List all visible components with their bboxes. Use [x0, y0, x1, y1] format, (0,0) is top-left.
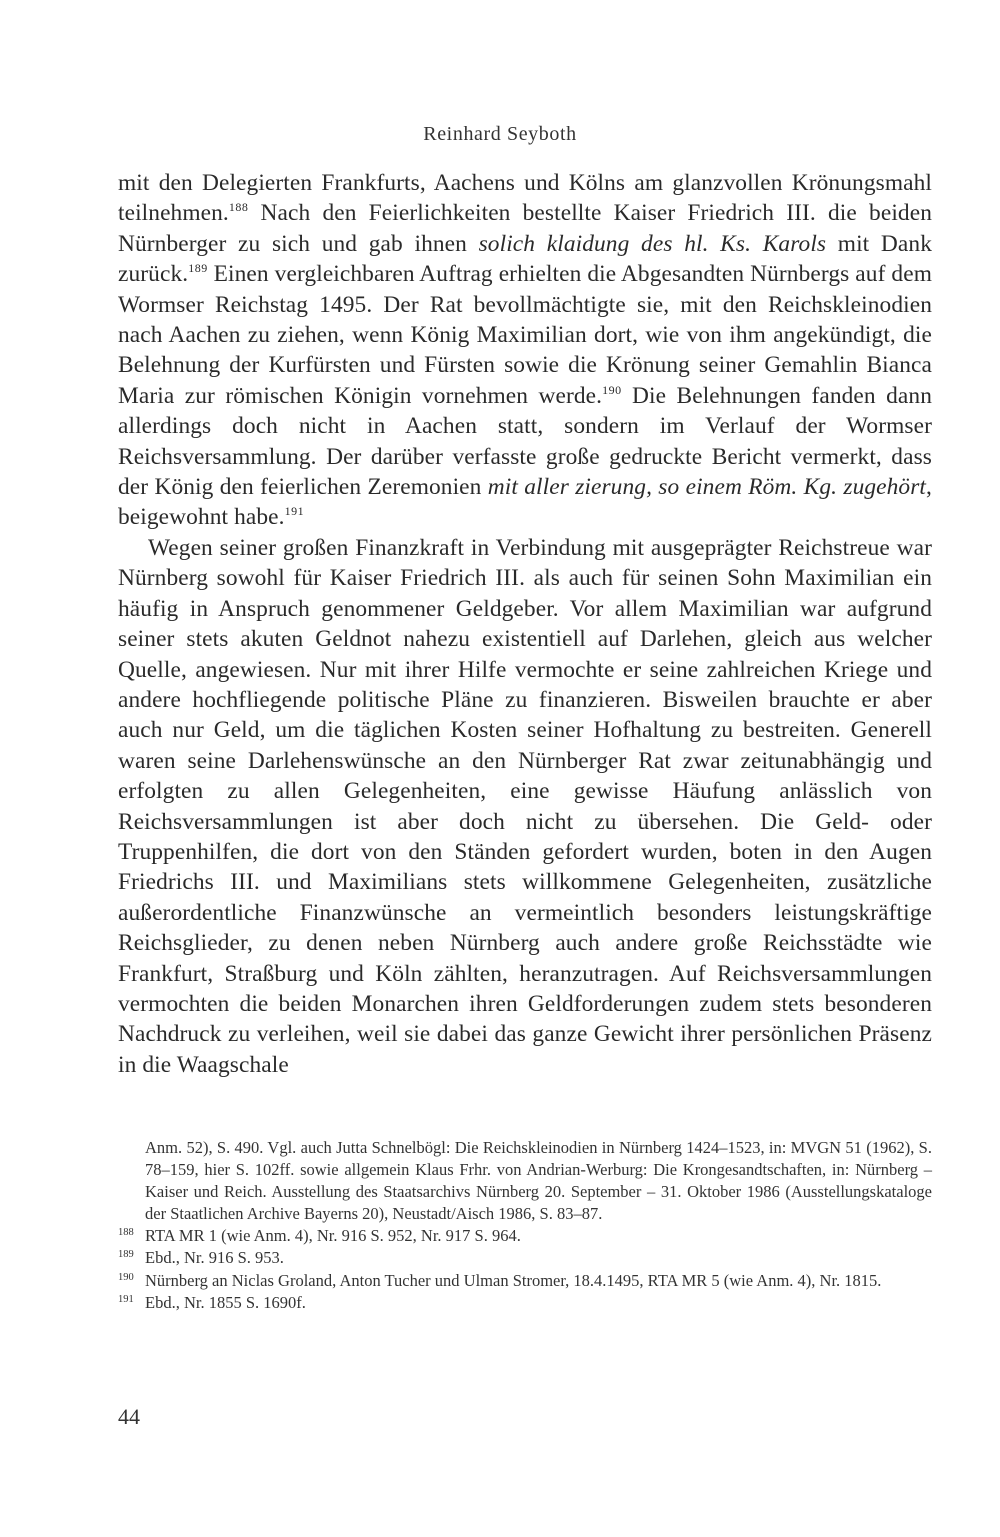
- footnote-text: RTA MR 1 (wie Anm. 4), Nr. 916 S. 952, Nr. 917 S. 964.: [145, 1226, 521, 1246]
- footnote-ref-189: 189: [188, 261, 208, 276]
- footnote-text: Ebd., Nr. 1855 S. 1690f.: [145, 1292, 306, 1312]
- footnote-ref-191: 191: [284, 504, 305, 519]
- footnote-191: [118, 1292, 932, 1314]
- page-number: 44: [118, 1404, 140, 1429]
- footnote-number: 191: [118, 1293, 134, 1305]
- footnote-number: 188: [118, 1227, 134, 1239]
- text-run: , beigewohnt habe.: [118, 474, 932, 531]
- text-run: Nach den Feierlichkeiten bestellte Kaiser Friedrich III. die beiden Nürnberger zu sich und gab ihnen: [118, 200, 932, 257]
- text-run: mit den Delegierten Frankfurts, Aachens und Kölns am glanzvollen Krönungsmahl teilnehmen.: [118, 170, 932, 227]
- footnote-189: [118, 1247, 932, 1269]
- footnote-continued: [118, 1137, 932, 1225]
- text-run: Einen vergleichbaren Auftrag erhielten die Abgesandten Nürnbergs auf dem Wormser Reichstag 1495. Der Rat bevollmächtigte sie, mit den Reichskleinodien nach Aachen zu ziehen, wenn König Maximilian dort, wie von ihm angekündigt, die Belehnung der Kurfürsten und Fürsten sowie die Krönung seiner Gemahlin Bianca Maria zur römischen Königin vornehmen werde.: [118, 261, 932, 409]
- footnote-number: 190: [118, 1271, 134, 1283]
- footnote-ref-188: 188: [228, 200, 249, 215]
- footnotes: [118, 1137, 932, 1314]
- footnote-190: [118, 1270, 932, 1292]
- text-run: mit Dank zurück.: [118, 230, 932, 288]
- footnote-text: Anm. 52), S. 490. Vgl. auch Jutta Schnelbögl: Die Reichskleinodien in Nürnberg 1424–1523, in: MVGN 51 (1962), S. 78–159, hier S. 102ff. sowie allgemein Klaus Frhr. von Andrian-Werburg: Die Krongesandtschaften, in: Nürnberg – Kaiser und Reich. Ausstellung des Staatsarchivs Nürnberg 20. September – 31. Oktober 1986 (Ausstellungskataloge der Staatlichen Archive Bayerns 20), Neustadt/Aisch 1986, S. 83–87.: [145, 1138, 932, 1224]
- main-text: [118, 168, 932, 1080]
- italic-quote: mit aller zierung, so einem Röm. Kg. zugehört: [487, 474, 927, 501]
- running-head: Reinhard Seyboth: [423, 123, 577, 145]
- footnote-188: [118, 1225, 932, 1247]
- italic-quote: solich klaidung des hl. Ks. Karols: [478, 230, 827, 257]
- text-run: Die Belehnungen fanden dann allerdings doch nicht in Aachen statt, sondern im Verlauf der Wormser Reichsversammlung. Der darüber verfasste große gedruckte Bericht vermerkt, dass der König den feierlichen Zeremonien: [118, 382, 932, 501]
- paragraph-1: [118, 168, 932, 533]
- footnote-ref-190: 190: [602, 382, 622, 397]
- footnote-text: Ebd., Nr. 916 S. 953.: [145, 1248, 284, 1268]
- paragraph-2: Wegen seiner großen Finanzkraft in Verbindung mit ausgeprägter Reichstreue war Nürnberg sowohl für Kaiser Friedrich III. als auch für seinen Sohn Maximilian ein häufig in Anspruch genommener Geldgeber. Vor allem Maximilian war aufgrund seiner stets akuten Geldnot nahezu existentiell auf Darlehen, gleich aus welcher Quelle, angewiesen. Nur mit ihrer Hilfe vermochte er seine zahlreichen Kriege und andere hochfliegende politische Pläne zu finanzieren. Bisweilen brauchte er aber auch nur Geld, um die täglichen Kosten seiner Hofhaltung zu bestreiten. Generell waren seine Darlehenswünsche an den Nürnberger Rat zwar zeitunabhängig und erfolgten zu allen Gelegenheiten, eine gewisse Häufung anlässlich von Reichsversammlungen ist aber doch nicht zu übersehen. Die Geld- oder Truppenhilfen, die dort von den Ständen gefordert wurden, boten in den Augen Friedrichs III. und Maximilians stets willkommene Gelegenheiten, zusätzliche außerordentliche Finanzwünsche an vermeintlich besonders leistungskräftige Reichsglieder, zu denen neben Nürnberg auch andere große Reichsstädte wie Frankfurt, Straßburg und Köln zählten, heranzutragen. Auf Reichsversammlungen vermochten die beiden Monarchen ihren Geldforderungen zudem stets besonderen Nachdruck zu verleihen, weil sie dabei das ganze Gewicht ihrer persönlichen Präsenz in die Waagschale: [118, 534, 932, 1078]
- footnote-text: Nürnberg an Niclas Groland, Anton Tucher und Ulman Stromer, 18.4.1495, RTA MR 5 (wie Anm. 4), Nr. 1815.: [145, 1270, 882, 1290]
- footnote-number: 189: [118, 1249, 134, 1261]
